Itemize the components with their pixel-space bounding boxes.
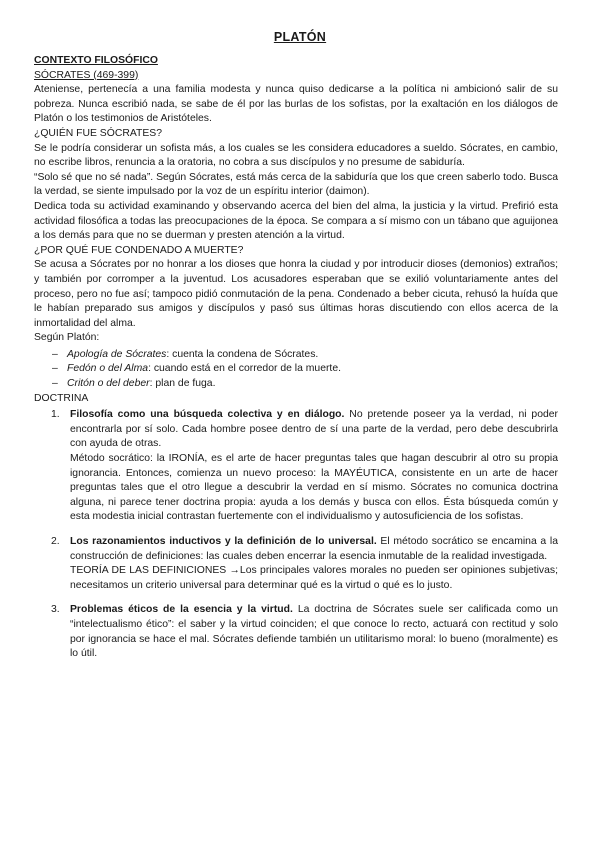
why-paragraph: Se acusa a Sócrates por no honrar a los dioses que honra la ciudad y por introducir dioses (demonios) extraños; y también por corromper a la juventud. Los acusadores esperaban que se exilió voluntariamente antes del proceso, pero no fue así; tampoco pidió conmutación de la pena. Condenado a beber cicuta, rehusó la huída que le habían preparado sus amigos y discípulos y pasó sus últimas horas discutiendo con ellos acerca de la inmortalidad del alma. (34, 259, 558, 329)
context-heading: CONTEXTO FILOSÓFICO (34, 55, 158, 66)
work-description: : cuando está en el corredor de la muerte. (148, 363, 341, 375)
doctrina-item-text (70, 603, 558, 661)
doctrina-item-subparagraph: Método socrático: la IRONÍA, es el arte de hacer preguntas tales que hagan descubrir al otro su propia ignorancia. Entonces, comienza un nuevo proceso: la MAYÉUTICA, consistente en un arte de hacer preguntas tales que el otro llegue a descubrir la verdad en sí mismo. Sócrates no comunica doctrina alguna, ni parece tener doctrina propia: ayuda a los demás y busca con ellos. Ésta búsqueda común y esta modestia inicial contrastan fuertemente con el individualismo y autosuficiencia de los sofistas. (70, 453, 558, 523)
page-title: PLATÓN (273, 30, 327, 44)
who-paragraph-3: Dedica toda su actividad examinando y observando acerca del bien del alma, la justicia y la virtud. Prefirió esta actividad filosófica a todas las preocupaciones de la época. Se compara a sí mismo con un tábano que aguijonea a los demás para que no se duerman y presten atención a la virtud. (34, 200, 558, 242)
socrates-bio: Ateniense, pertenecía a una familia modesta y nunca quiso dedicarse a la política ni ambicionó salir de su pobreza. Nunca escribió nada, se sabe de él por las burlas de los sofistas, por la exaltación en los diálogos de Platón o los testimonios de Aristóteles. (34, 84, 558, 125)
doctrina-item-subparagraph: TEORÍA DE LAS DEFINICIONES →Los principales valores morales no pueden ser opiniones subjetivas; necesitamos un criterio universal para determinar qué es la virtud o qué es lo justo. (70, 565, 558, 591)
doctrina-item-title: Problemas éticos de la esencia y la virtud. (70, 604, 293, 616)
doctrina-item-text (70, 408, 558, 452)
doctrina-item-text (70, 535, 558, 564)
plato-heading: Según Platón: (34, 332, 100, 344)
doctrina-item-title: Filosofía como una búsqueda colectiva y en diálogo. (70, 409, 345, 421)
list-item (51, 535, 558, 593)
work-title: Fedón o del Alma (67, 363, 149, 375)
item-number: 1. (51, 409, 60, 421)
why-heading: ¿POR QUÉ FUE CONDENADO A MUERTE? (34, 244, 244, 256)
work-title: Apología de Sócrates (67, 348, 167, 360)
doctrina-item-body: La doctrina de Sócrates suele ser calificada como un “intelectualismo ético”: el saber y la virtud coinciden; el que conoce lo recto, actuará con rectitud y solo por ignorancia se hace el mal. Sócrates defiende también un utilitarismo moral: lo bueno (moralmente) es lo útil. (70, 604, 558, 660)
document-body (34, 54, 558, 672)
item-number: 2. (51, 536, 60, 547)
doctrina-list (34, 408, 558, 662)
who-paragraph-1: Se le podría considerar un sofista más, a los cuales se les considera educadores a sueldo. Sócrates, en cambio, no escribe libros, renuncia a la oratoria, no cobra a sus discípulos y no presume de sabiduría. (34, 142, 558, 169)
who-paragraph-2: “Solo sé que no sé nada”. Según Sócrates, está más cerca de la sabiduría que los que creen saberlo todo. Busca la verdad, se siente impulsado por la voz de un espíritu interior (daimon). (34, 171, 558, 198)
doctrina-heading: DOCTRINA (34, 392, 89, 404)
doctrina-item-body: No pretende poseer ya la verdad, ni poder encontrarla por sí solo. Cada hombre posee dentro de sí una parte de la verdad, pero debe descubrirla con ayuda de otras. (70, 409, 558, 450)
list-item (51, 603, 558, 661)
socrates-heading: SÓCRATES (469-399) (34, 69, 139, 81)
item-number: 3. (51, 604, 60, 616)
work-description: : cuenta la condena de Sócrates. (166, 348, 319, 360)
who-heading: ¿QUIÉN FUE SÓCRATES? (34, 127, 162, 139)
doctrina-item-title: Los razonamientos inductivos y la definición de lo universal. (70, 536, 377, 547)
list-item (56, 362, 558, 377)
doctrina-item-body: El método socrático se encamina a la construcción de definiciones: las cuales deben encerrar la esencia inmutable de la realidad investigada. (70, 536, 558, 562)
work-title: Critón o del deber (67, 378, 150, 390)
list-item (56, 348, 558, 363)
list-item (51, 408, 558, 525)
list-item (56, 377, 558, 392)
work-description: : plan de fuga. (149, 378, 216, 390)
plato-works-list (34, 348, 558, 392)
